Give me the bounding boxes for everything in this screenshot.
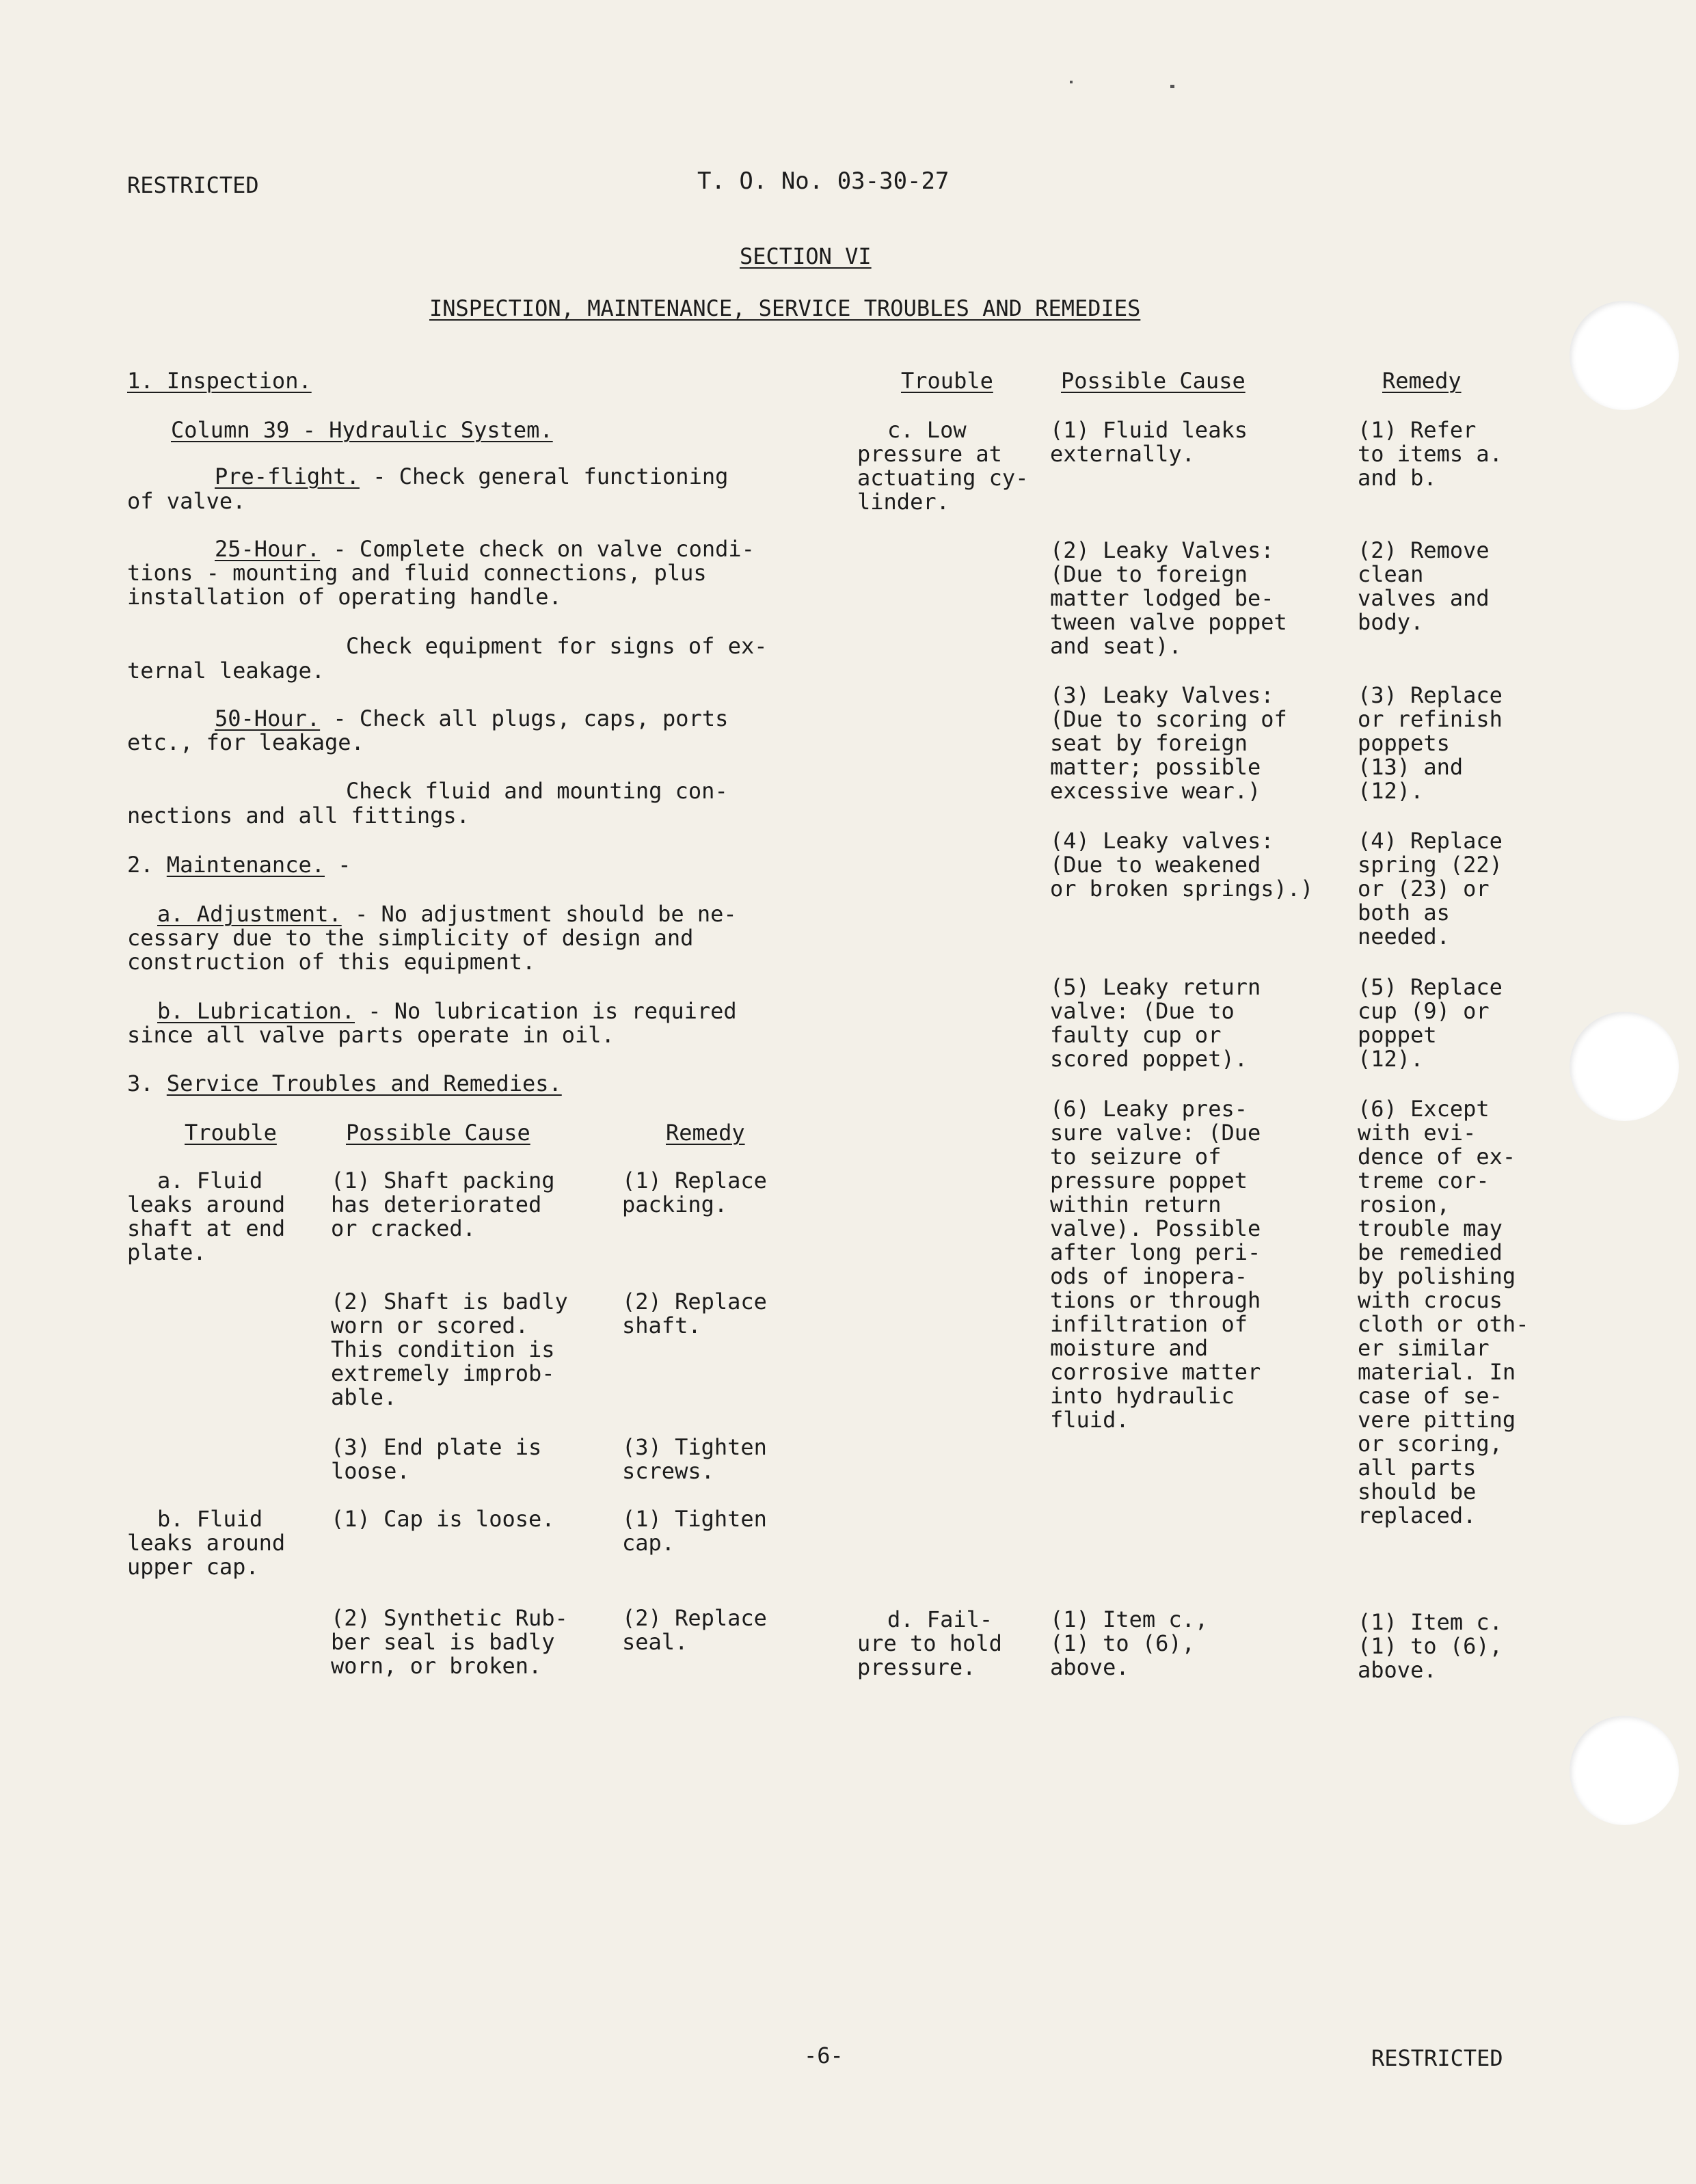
troubles-heading: 3. Service Troubles and Remedies. bbox=[127, 1070, 562, 1096]
hour50-line-2: etc., for leakage. bbox=[127, 729, 364, 755]
left-col-trouble: Trouble bbox=[185, 1120, 277, 1146]
preflight-line-2: of valve. bbox=[127, 488, 246, 514]
hour50-extra-1: Check fluid and mounting con- bbox=[346, 778, 728, 804]
maintenance-heading: 2. Maintenance. - bbox=[127, 852, 351, 878]
hour25-line-1: 25-Hour. - Complete check on valve condi- bbox=[215, 536, 755, 562]
adjustment-line-2: cessary due to the simplicity of design and bbox=[127, 925, 694, 951]
right-col-trouble: Trouble bbox=[901, 368, 993, 394]
left-col-remedy: Remedy bbox=[666, 1120, 745, 1146]
hour25-extra-1: Check equipment for signs of ex- bbox=[346, 633, 768, 659]
left-col-cause: Possible Cause bbox=[346, 1120, 530, 1146]
lubrication-line-2: since all valve parts operate in oil. bbox=[127, 1022, 615, 1048]
header-restricted: RESTRICTED bbox=[127, 172, 259, 198]
header-to-number: T. O. No. 03-30-27 bbox=[697, 167, 950, 195]
hour25-extra-2: ternal leakage. bbox=[127, 658, 325, 684]
preflight-label: Pre-flight. bbox=[215, 463, 360, 489]
right-col-cause: Possible Cause bbox=[1061, 368, 1246, 394]
footer-restricted: RESTRICTED bbox=[1371, 2045, 1503, 2071]
lubrication-line-1: b. Lubrication. - No lubrication is required bbox=[157, 998, 737, 1024]
hour50-line-1: 50-Hour. - Check all plugs, caps, ports bbox=[215, 705, 729, 731]
preflight-line-1: Pre-flight. - Check general functioning bbox=[215, 463, 729, 489]
adjustment-line-1: a. Adjustment. - No adjustment should be ne- bbox=[157, 901, 737, 927]
hour50-label: 50-Hour. bbox=[215, 705, 321, 731]
document-page: RESTRICTED T. O. No. 03-30-27 SECTION VI INSPECTION, MAINTENANCE, SERVICE TROUBLES AND REMEDIES 1. Inspection. Column 39 - Hydraulic System. Pre-flight. - Check general functioning of valve. 25-Hour. - Complete check on valve condi- tions - mounting and fluid connections, plus installation of operating handle. Check equipment for signs of ex- ternal leakage. 50-Hour. - Check all plugs, caps, ports etc., for leakage. Check fluid and mounting con- nections and all fittings. 2. Maintenance. - a. Adjustment. - No adjustment should be ne- cessary due to the simplicity of design and construction of this equipment. b. Lubrication. - No lubrication is required since all valve parts operate in oil. 3. Service Troubles and Remedies. Trouble Possible Cause Remedy a. Fluid leaks around shaft at end plate. (1) Shaft packing has deteriorated or cracked. (1) Replace packing. (2) Shaft is badly worn or scored. This condition is extremely improb- able. (2) Replace shaft. (3) End plate is loose. (3) Tighten screws. b. Fluid leaks around upper cap. (1) Cap is loose. (1) Tighten cap. (2) Synthetic Rub- ber seal is badly worn, or broken. (2) Replace seal. Trouble Possible Cause Remedy c. Low pressure at actuating cy- linder. (1) Fluid leaks externally. (1) Refer to items a. and b. (2) Leaky Valves: (Due to foreign matter lodged be- tween valve poppet and seat). (2) Remove clean valves and body. (3) Leaky Valves: (Due to scoring of seat by foreign matter; possible excessive wear.) (3) Replace or refinish poppets (13) and (12). (4) Leaky valves: (Due to weakened or broken springs).) (4) Replace spring (22) or (23) or both as needed. (5) Leaky return valve: (Due to faulty cup or scored poppet). (5) Replace cup (9) or poppet (12). (6) Leaky pres- sure valve: (Due to seizure of pressure poppet within return valve). Possible after long peri- ods of inopera- tions or through infiltration of moisture and corrosive matter into hydraulic fluid. (6) Except with evi- dence of ex- treme cor- rosion, trouble may be remedied by polishing with crocus cloth or oth- er similar material. In case of se- vere pitting or scoring, all parts should be replaced. d. Fail- ure to hold pressure. (1) Item c., (1) to (6), above. (1) Item c. (1) to (6), above. -6- RESTRICTED bbox=[0, 0, 1696, 2184]
page-number: -6- bbox=[804, 2043, 844, 2068]
hour25-line-2: tions - mounting and fluid connections, plus bbox=[127, 560, 707, 586]
section-title: INSPECTION, MAINTENANCE, SERVICE TROUBLES AND REMEDIES bbox=[429, 295, 1141, 321]
inspection-heading: 1. Inspection. bbox=[127, 368, 312, 394]
column-39-heading: Column 39 - Hydraulic System. bbox=[171, 417, 553, 443]
hour50-extra-2: nections and all fittings. bbox=[127, 803, 470, 828]
lubrication-label: b. Lubrication. bbox=[157, 998, 355, 1024]
adjustment-label: a. Adjustment. bbox=[157, 901, 342, 927]
adjustment-line-3: construction of this equipment. bbox=[127, 949, 536, 975]
scan-speck bbox=[1170, 85, 1174, 88]
right-col-remedy: Remedy bbox=[1382, 368, 1462, 394]
binder-hole-bottom bbox=[1570, 1716, 1679, 1825]
binder-hole-top bbox=[1570, 301, 1679, 410]
section-number: SECTION VI bbox=[740, 243, 872, 269]
hour25-line-3: installation of operating handle. bbox=[127, 584, 562, 610]
hour25-label: 25-Hour. bbox=[215, 536, 321, 562]
binder-hole-middle bbox=[1570, 1012, 1679, 1121]
scan-speck bbox=[1070, 81, 1073, 83]
